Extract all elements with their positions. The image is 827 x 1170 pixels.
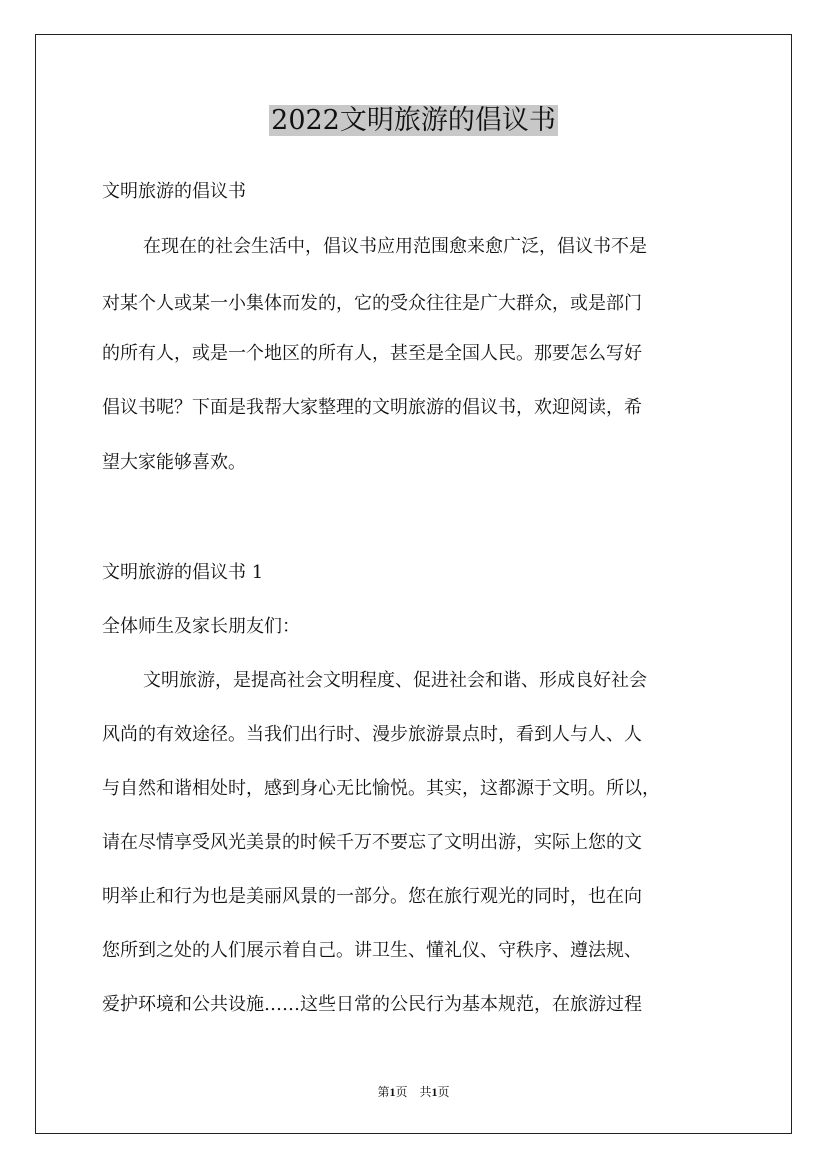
document-title xyxy=(0,101,827,141)
intro-line-2: 对某个人或某一小集体而发的，它的受众往往是广大群众，或是部门 xyxy=(102,293,642,314)
page-total: 1 xyxy=(431,1085,438,1099)
body-line-4: 请在尽情享受风光美景的时候千万不要忘了文明出游，实际上您的文 xyxy=(102,832,642,853)
body-line-2: 风尚的有效途径。当我们出行时、漫步旅游景点时，看到人与人、人 xyxy=(102,724,642,745)
salutation: 全体师生及家长朋友们： xyxy=(102,616,300,637)
body-line-5: 明举止和行为也是美丽风景的一部分。您在旅行观光的同时，也在向 xyxy=(102,886,642,907)
page-footer xyxy=(0,1083,827,1101)
total-label: 页 xyxy=(437,1085,450,1099)
intro-line-1: 在现在的社会生活中，倡议书应用范围愈来愈广泛，倡议书不是 xyxy=(143,236,647,257)
total-prefix: 共 xyxy=(419,1085,432,1099)
intro-line-5: 望大家能够喜欢。 xyxy=(102,452,246,473)
body-line-7: 爱护环境和公共设施……这些日常的公民行为基本规范，在旅游过程 xyxy=(102,994,642,1015)
page-prefix: 第 xyxy=(377,1085,390,1099)
intro-line-3: 的所有人，或是一个地区的所有人，甚至是全国人民。那要怎么写好 xyxy=(102,343,642,364)
section-heading: 文明旅游的倡议书 1 xyxy=(102,562,264,583)
document-subtitle: 文明旅游的倡议书 xyxy=(102,181,246,202)
document-title-text: 2022文明旅游的倡议书 xyxy=(271,105,556,136)
body-line-3: 与自然和谐相处时，感到身心无比愉悦。其实，这都源于文明。所以， xyxy=(102,778,660,799)
body-line-1: 文明旅游，是提高社会文明程度、促进社会和谐、形成良好社会 xyxy=(143,670,647,691)
page-label: 页 xyxy=(395,1085,408,1099)
body-line-6: 您所到之处的人们展示着自己。讲卫生、懂礼仪、守秩序、遵法规、 xyxy=(102,940,642,961)
intro-line-4: 倡议书呢？下面是我帮大家整理的文明旅游的倡议书，欢迎阅读，希 xyxy=(102,397,642,418)
page-current: 1 xyxy=(389,1085,396,1099)
